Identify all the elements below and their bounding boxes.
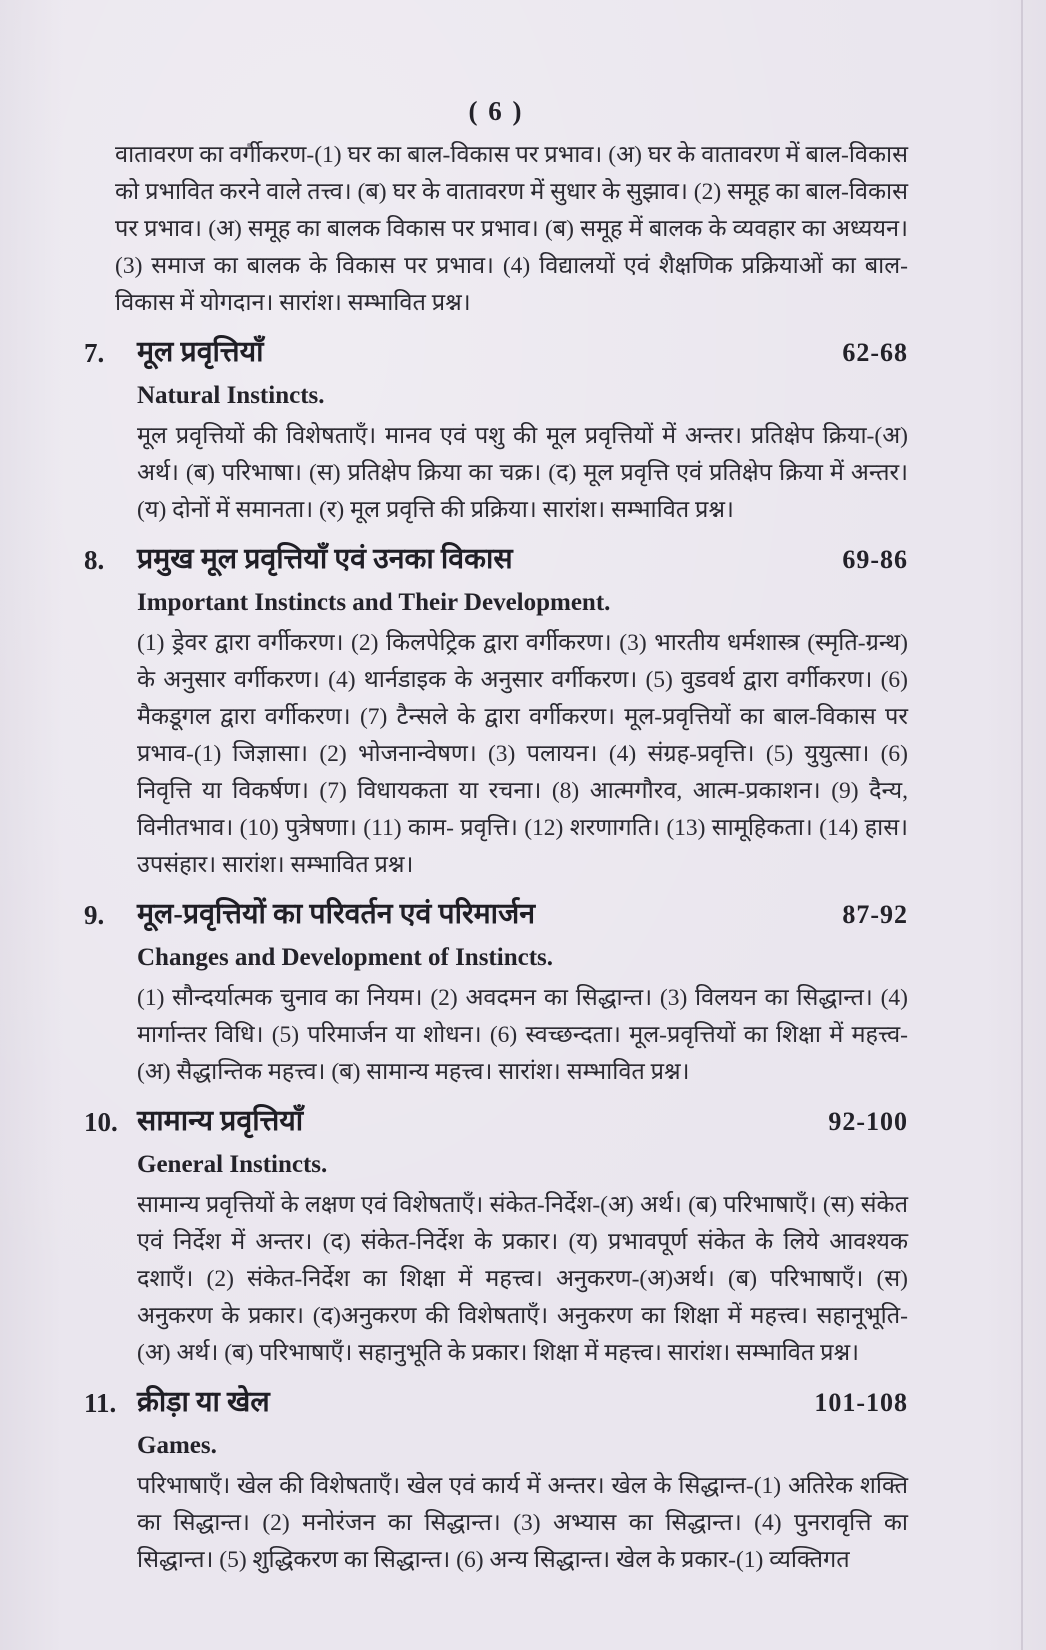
- entry-body: [137, 1383, 908, 1579]
- entry-description: (1) सौन्दर्यात्मक चुनाव का नियम। (2) अवदमन का सिद्धान्त। (3) विलयन का सिद्धान्त। (4) मार्गान्तर विधि। (5) परिमार्जन या शोधन। (6) स्वच्छन्दता। मूल-प्रवृत्तियों का शिक्षा में महत्त्व-(अ) सैद्धान्तिक महत्त्व। (ब) सामान्य महत्त्व। सारांश। सम्भावित प्रश्न।: [137, 985, 908, 1085]
- entry-page-range: 62-68: [842, 338, 908, 367]
- entry-number: 10.: [84, 1107, 118, 1137]
- entry-title-hindi: सामान्य प्रवृत्तियाँ: [137, 1106, 304, 1137]
- entry-number: 8.: [84, 545, 105, 575]
- entry-body: [137, 540, 908, 884]
- toc-entry-7: [84, 333, 908, 529]
- entry-description: मूल प्रवृत्तियों की विशेषताएँ। मानव एवं पशु की मूल प्रवृत्तियों में अन्तर। प्रतिक्षेप क्रिया-(अ) अर्थ। (ब) परिभाषा। (स) प्रतिक्षेप क्रिया का चक्र। (द) मूल प्रवृत्ति एवं प्रतिक्षेप क्रिया में अन्तर। (य) दोनों में समानता। (र) मूल प्रवृत्ति की प्रक्रिया। सारांश। सम्भावित प्रश्न।: [137, 423, 908, 523]
- entry-body: [137, 1102, 908, 1372]
- toc-entry-10: [84, 1102, 908, 1372]
- entry-number: 9.: [84, 900, 105, 930]
- entry-body: [137, 333, 908, 529]
- entry-title-english: Games.: [137, 1432, 217, 1459]
- page-number: ( 6 ): [468, 96, 524, 126]
- entry-page-range: 92-100: [828, 1107, 908, 1136]
- toc-entry-8: [84, 540, 908, 884]
- entry-page-range: 69-86: [842, 545, 908, 574]
- entry-title-english: Changes and Development of Instincts.: [137, 944, 554, 971]
- toc-entry-11: [84, 1383, 908, 1579]
- entry-page-range: 87-92: [842, 900, 908, 929]
- entry-title-english: General Instincts.: [137, 1151, 328, 1178]
- intro-paragraph: वातावरण का वर्गीकरण-(1) घर का बाल-विकास पर प्रभाव। (अ) घर के वातावरण में बाल-विकास को प्रभावित करने वाले तत्त्व। (ब) घर के वातावरण में सुधार के सुझाव। (2) समूह का बाल-विकास पर प्रभाव। (अ) समूह का बालक विकास पर प्रभाव। (ब) समूह में बालक के व्यवहार का अध्ययन। (3) समाज का बालक के विकास पर प्रभाव। (4) विद्यालयों एवं शैक्षणिक प्रक्रियाओं का बाल-विकास में योगदान। सारांश। सम्भावित प्रश्न।: [115, 142, 908, 316]
- entry-description: परिभाषाएँ। खेल की विशेषताएँ। खेल एवं कार्य में अन्तर। खेल के सिद्धान्त-(1) अतिरेक शक्ति का सिद्धान्त। (2) मनोरंजन का सिद्धान्त। (3) अभ्यास का सिद्धान्त। (4) पुनरावृत्ति का सिद्धान्त। (5) शुद्धिकरण का सिद्धान्त। (6) अन्य सिद्धान्त। खेल के प्रकार-(1) व्यक्तिगत: [137, 1473, 908, 1573]
- entry-heading: [137, 1383, 908, 1423]
- entry-title-hindi: क्रीड़ा या खेल: [137, 1387, 270, 1418]
- entry-heading: [137, 333, 908, 373]
- entry-title-english: Important Instincts and Their Development.: [137, 589, 611, 616]
- entry-number: 7.: [84, 338, 105, 368]
- entry-page-range: 101-108: [814, 1388, 908, 1417]
- entry-heading: [137, 895, 908, 935]
- toc-entry-9: [84, 895, 908, 1091]
- entry-body: [137, 895, 908, 1091]
- entry-title-hindi: मूल प्रवृत्तियाँ: [137, 337, 264, 368]
- entry-title-english: Natural Instincts.: [137, 382, 325, 409]
- entry-description: सामान्य प्रवृत्तियों के लक्षण एवं विशेषताएँ। संकेत-निर्देश-(अ) अर्थ। (ब) परिभाषाएँ। (स) संकेत एवं निर्देश में अन्तर। (द) संकेत-निर्देश के प्रकार। (य) प्रभावपूर्ण संकेत के लिये आवश्यक दशाएँ। (2) संकेत-निर्देश का शिक्षा में महत्त्व। अनुकरण-(अ)अर्थ। (ब) परिभाषाएँ। (स) अनुकरण के प्रकार। (द)अनुकरण की विशेषताएँ। अनुकरण का शिक्षा में महत्त्व। सहानूभूति- (अ) अर्थ। (ब) परिभाषाएँ। सहानुभूति के प्रकार। शिक्षा में महत्त्व। सारांश। सम्भावित प्रश्न।: [137, 1192, 908, 1366]
- entry-title-hindi: प्रमुख मूल प्रवृत्तियाँ एवं उनका विकास: [137, 544, 513, 575]
- entry-heading: [137, 1102, 908, 1142]
- entry-number: 11.: [84, 1388, 117, 1418]
- entry-title-hindi: मूल-प्रवृत्तियों का परिवर्तन एवं परिमार्जन: [137, 899, 536, 930]
- entry-description: (1) ड्रेवर द्वारा वर्गीकरण। (2) किलपेट्रिक द्वारा वर्गीकरण। (3) भारतीय धर्मशास्त्र (स्मृति-ग्रन्थ) के अनुसार वर्गीकरण। (4) थार्नडाइक के अनुसार वर्गीकरण। (5) वुडवर्थ द्वारा वर्गीकरण। (6) मैकडूगल द्वारा वर्गीकरण। (7) टैन्सले के द्वारा वर्गीकरण। मूल-प्रवृत्तियों का बाल-विकास पर प्रभाव-(1) जिज्ञासा। (2) भोजनान्वेषण। (3) पलायन। (4) संग्रह-प्रवृत्ति। (5) युयुत्सा। (6) निवृत्ति या विकर्षण। (7) विधायकता या रचना। (8) आत्मगौरव, आत्म-प्रकाशन। (9) दैन्य, विनीतभाव। (10) पुत्रेषणा। (11) काम- प्रवृत्ति। (12) शरणागति। (13) सामूहिकता। (14) हास। उपसंहार। सारांश। सम्भावित प्रश्न।: [137, 630, 908, 878]
- entry-heading: [137, 540, 908, 580]
